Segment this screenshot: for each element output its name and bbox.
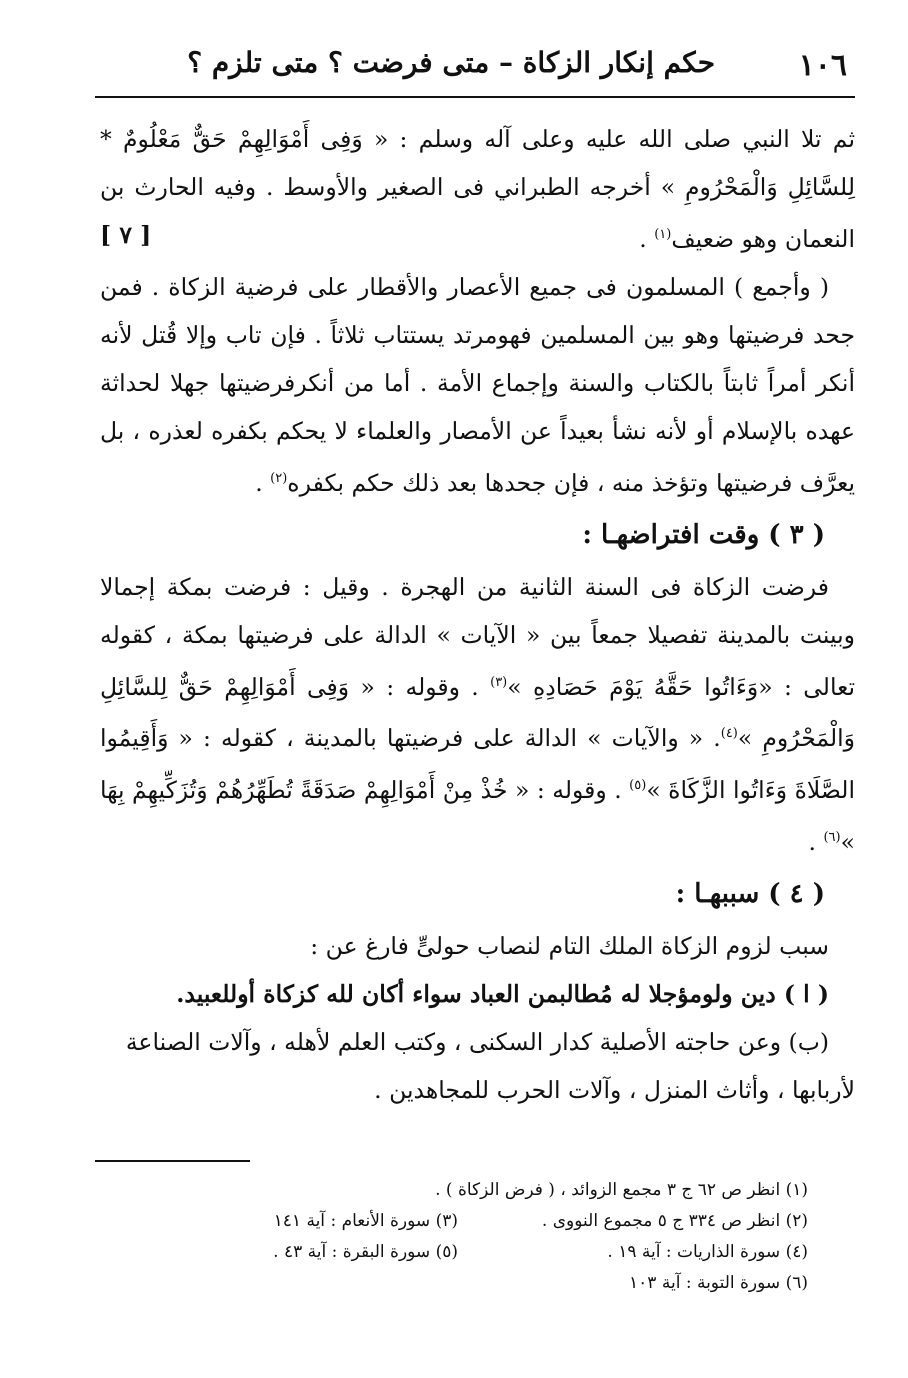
paragraph-end: . <box>808 827 824 856</box>
footnote-row <box>88 1206 808 1237</box>
paragraph-text: . « والآيات » الدالة على فرضيتها بالمدينة ، كقوله : « وَأَقِيمُوا الصَّلَاةَ وَءَاتُوا الزَّكَاةَ » <box>100 724 855 805</box>
footnote-row <box>88 1237 808 1268</box>
footnote-ref: (٤) <box>720 726 738 742</box>
footnote-ref: (٦) <box>823 830 841 846</box>
footnote-ref: (١) <box>654 227 672 242</box>
footnote-1: (١) انظر ص ٦٢ ج ٣ مجمع الزوائد ، ( فرض الزكاة ) . <box>435 1180 808 1200</box>
footnote-3: (٣) سورة الأنعام : آية ١٤١ <box>273 1211 458 1231</box>
paragraph-text: . وقوله : « خُذْ مِنْ أَمْوَالِهِمْ صَدَقَةً تُطَهِّرُهُمْ وَتُزَكِّيهِمْ بِهَا » <box>100 776 855 856</box>
footnote-ref: (٥) <box>629 778 647 794</box>
paragraph-hadith <box>100 115 855 263</box>
paragraph-time <box>100 563 855 866</box>
footnote-5: (٥) سورة البقرة : آية ٤٣ . <box>273 1242 458 1262</box>
paragraph-text: ثم تلا النبي صلى الله عليه وعلى آله وسلم : « وَفِى أَمْوَالِهِمْ حَقٌّ مَعْلُومٌ * لِلسَّائِلِ وَالْمَحْرُومِ » أخرجه الطبراني فى الصغير والأوسط . وفيه الحارث بن النعمان وهو ضعيف <box>100 125 855 253</box>
footnote-4: (٤) سورة الذاريات : آية ١٩ . <box>607 1242 808 1262</box>
paragraph-cause: سبب لزوم الزكاة الملك التام لنصاب حولىٍّ فارغ عن : <box>310 931 829 960</box>
paragraph-text: فرضت الزكاة فى السنة الثانية من الهجرة . وقيل : فرضت بمكة إجمالا وبينت بالمدينة تفصيلا جمعاً بين « الآيات » الدالة على فرضيتها بمكة ، كقوله تعالى : «وَءَاتُوا حَقَّهُ يَوْمَ حَصَادِهِ » <box>100 572 855 701</box>
footnote-ref: (٣) <box>490 674 508 690</box>
paragraph-text: ( وأجمع ) المسلمون فى جميع الأعصار والأقطار على فرضية الزكاة . فمن جحد فرضيتها وهو بين المسلمين فهومرتد يستتاب ثلاثاً . فإن تاب وإلا قُتل لأنه أنكر أمراً ثابتاً بالكتاب والسنة وإجماع الأمة . أما من أنكرفرضيتها جهلا لحداثة عهده بالإسلام أو لأنه نشأ بعيداً عن الأمصار والعلماء لا يحكم بكفره لعذره ، بل يعرَّف فرضيتها وتؤخذ منه ، فإن جحدها بعد ذلك حكم بكفره <box>100 272 855 497</box>
paragraph-consensus <box>100 263 855 507</box>
section-heading-time: ( ٣ ) وقت افتراضهـا : <box>582 519 825 550</box>
page-number: ١٠٦ <box>798 48 847 83</box>
paragraph-end: . <box>255 468 271 497</box>
footnote-6: (٦) سورة التوبة : آية ١٠٣ <box>629 1273 808 1293</box>
footnote-2: (٢) انظر ص ٣٣٤ ج ٥ مجموع النووى . <box>541 1211 808 1231</box>
footnote-divider <box>95 1160 250 1162</box>
footnotes <box>88 1175 808 1299</box>
header-divider <box>95 96 855 98</box>
footnote-ref: (٢) <box>270 470 288 486</box>
section-heading-cause: ( ٤ ) سببهـا : <box>675 878 825 909</box>
page-header <box>95 38 865 98</box>
paragraph-end: . <box>639 224 655 253</box>
page-body <box>100 115 855 1114</box>
running-title: حكم إنكار الزكاة – متى فرضت ؟ متى تلزم ؟ <box>187 46 715 79</box>
list-item-needs: (ب) وعن حاجته الأصلية كدار السكنى ، وكتب العلم لأهله ، وآلات الصناعة لأربابها ، وأثاث المنزل ، وآلات الحرب للمجاهدين . <box>125 1027 855 1104</box>
hadith-number-marker: [ ٧ ] <box>100 221 152 249</box>
paragraph-text: . وقوله : « وَفِى أَمْوَالِهِمْ حَقٌّ لِلسَّائِلِ وَالْمَحْرُومِ » <box>100 672 855 753</box>
list-item-debt: ( ا ) دين ولومؤجلا له مُطالبمن العباد سواء أكان لله كزكاة أوللعبيد. <box>176 979 829 1008</box>
